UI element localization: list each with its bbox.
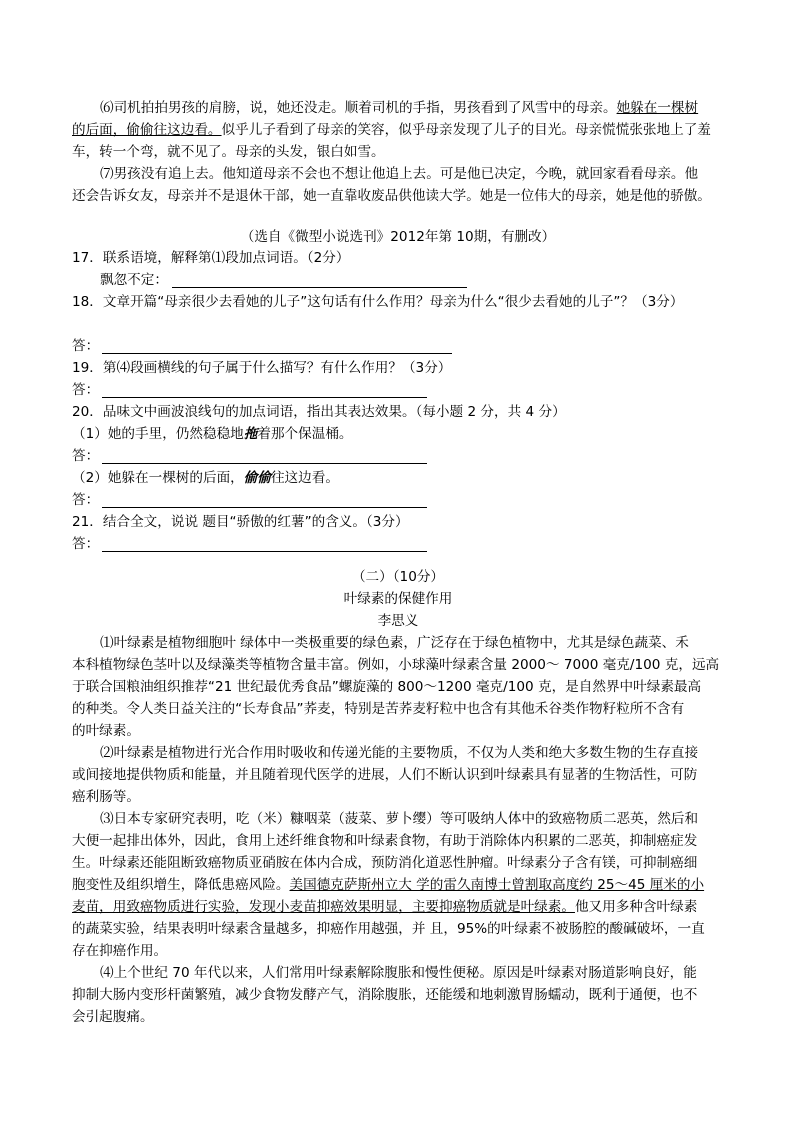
- text-line: [72, 742, 724, 764]
- text-line: [72, 654, 724, 676]
- text-segment: 车，转一个弯，就不见了。母亲的头发，银白如雪。: [72, 144, 385, 160]
- q20-1-emphasis: 拖: [243, 426, 258, 442]
- section-heading: （二）（10分）: [351, 569, 445, 585]
- underlined-text: 的后面，偷偷往这边看。: [72, 122, 222, 138]
- text-line: [72, 141, 724, 163]
- text-segment: 他又用多种含叶绿素: [574, 899, 698, 915]
- question-21-answer-row: [72, 533, 724, 555]
- text-line: [72, 874, 724, 896]
- text-segment: 于联合国粮油组织推荐“21 世纪最优秀食品”螺旋藻的 800～1200 毫克/100 克，是自然界中叶绿素最高: [72, 679, 702, 695]
- text-segment: 的种类。令人类日益关注的“长寿食品”荞麦，特别是苦荞麦籽粒中也含有其他禾谷类作物籽粒所不含有: [72, 701, 685, 717]
- text-line: [72, 984, 724, 1006]
- text-segment: 大便一起排出体外，因此，食用上述纤维食物和叶绿素食物，有助于消除体内积累的二恶英，抑制癌症发: [72, 833, 698, 849]
- question-17-answer-field[interactable]: [172, 273, 467, 288]
- answer-label: 答：: [72, 536, 100, 552]
- question-20-2: [72, 467, 724, 489]
- text-segment: 的叶绿素。: [72, 723, 140, 739]
- text-line: [72, 97, 724, 119]
- question-19-answer-field[interactable]: [102, 383, 427, 398]
- text-line: [72, 676, 724, 698]
- text-line: [72, 786, 724, 808]
- question-21: 21．结合全文，说说 题目“骄傲的红薯”的含义。（3分）: [72, 514, 409, 530]
- text-line: [72, 918, 724, 940]
- story-paragraph-6: [72, 97, 724, 163]
- text-segment: 似乎儿子看到了母亲的笑容，似乎母亲发现了儿子的目光。母亲慌慌张张地上了羞: [221, 122, 711, 138]
- q20-1-text-end: 着那个保温桶。: [257, 426, 353, 442]
- question-20-1-answer-row: [72, 445, 724, 467]
- text-line: [72, 163, 724, 185]
- question-17: 17．联系语境，解释第⑴段加点词语。（2分）: [72, 250, 350, 266]
- text-line: [72, 632, 724, 654]
- question-17-term: 飘忽不定：: [100, 272, 168, 288]
- text-line: [72, 119, 724, 141]
- text-segment: 的蔬菜实验，结果表明叶绿素含量越多，抑癌作用越强，并 且，95%的叶绿素不被肠腔的酸碱破坏，一直: [72, 921, 705, 937]
- text-line: [72, 962, 724, 984]
- text-line: [72, 896, 724, 918]
- text-segment: 胞变性及组织增生，降低患癌风险。: [72, 877, 290, 893]
- text-segment: 或间接地提供物质和能量，并且随着现代医学的进展，人们不断认识到叶绿素具有显著的生物活性，可防: [72, 767, 698, 783]
- text-segment: 本科植物绿色茎叶以及绿藻类等植物含量丰富。例如，小球藻叶绿素含量 2000～ 7000 毫克/100 克，远高: [72, 657, 720, 673]
- question-20: 20．品味文中画波浪线句的加点词语，指出其表达效果。（每小题 2 分，共 4 分）: [72, 404, 566, 420]
- text-segment: ⑷上个世纪 70 年代以来，人们常用叶绿素解除腹胀和慢性便秘。原因是叶绿素对肠道影响良好，能: [100, 965, 697, 981]
- question-20-2-answer-field[interactable]: [102, 493, 427, 508]
- question-20-2-answer-row: [72, 489, 724, 511]
- answer-label: 答：: [72, 338, 100, 354]
- text-line: [72, 764, 724, 786]
- article-paragraph-2: [72, 742, 724, 808]
- text-line: [72, 1006, 724, 1028]
- underlined-text: 美国德克萨斯州立大 学的雷久南博士曾割取高度约 25～45 厘米的小: [289, 877, 705, 893]
- answer-label: 答：: [72, 492, 100, 508]
- text-segment: ⑹司机拍拍男孩的肩膀，说，她还没走。顺着司机的手指，男孩看到了风雪中的母亲。: [100, 100, 617, 116]
- answer-label: 答：: [72, 448, 100, 464]
- answer-label: 答：: [72, 382, 100, 398]
- questions: [72, 247, 724, 555]
- question-18-answer-field[interactable]: [102, 339, 452, 354]
- question-17-answer-row: [72, 269, 724, 291]
- text-line: [72, 698, 724, 720]
- article-paragraph-4: [72, 962, 724, 1028]
- question-19: 19．第⑷段画横线的句子属于什么描写？有什么作用？（3分）: [72, 360, 452, 376]
- text-line: [72, 185, 724, 207]
- text-line: [72, 852, 724, 874]
- text-segment: ⑵叶绿素是植物进行光合作用时吸收和传递光能的主要物质，不仅为人类和绝大多数生物的生存直接: [100, 745, 699, 761]
- text-line: [72, 808, 724, 830]
- story-paragraph-7: [72, 163, 724, 207]
- text-segment: 生。叶绿素还能阻断致癌物质亚硝胺在体内合成，预防消化道恶性肿瘤。叶绿素分子含有镁，可抑制癌细: [72, 855, 698, 871]
- text-segment: 还会告诉女友，母亲并不是退休干部，她一直靠收废品供他读大学。她是一位伟大的母亲，她是他的骄傲。: [72, 188, 711, 204]
- q20-2-text-end: 往这边看。: [270, 470, 339, 486]
- underlined-text: 麦苗，用致癌物质进行实验，发现小麦苗抑癌效果明显，主要抑癌物质就是叶绿素。: [72, 899, 575, 915]
- text-segment: 会引起腹痛。: [72, 1009, 154, 1025]
- text-segment: 抑制大肠内变形杆菌繁殖，减少食物发酵产气，消除腹胀，还能缓和地刺激胃肠蠕动，既利于通便，也不: [72, 987, 698, 1003]
- text-segment: ⑺男孩没有追上去。他知道母亲不会也不想让他追上去。可是他已决定，今晚，就回家看看母亲。他: [100, 166, 699, 182]
- article-author: 李思义: [377, 613, 419, 629]
- text-segment: ⑴叶绿素是植物细胞叶 绿体中一类极重要的绿色素，广泛存在于绿色植物中，尤其是绿色蔬菜、禾: [100, 635, 689, 651]
- article-paragraph-1: [72, 632, 724, 742]
- text-line: [72, 830, 724, 852]
- underlined-text: 她躲在一棵树: [616, 100, 699, 116]
- text-segment: 癌利肠等。: [72, 789, 140, 805]
- text-segment: 存在抑癌作用。: [72, 943, 168, 959]
- question-18-answer-row: [72, 335, 724, 357]
- question-20-1-answer-field[interactable]: [102, 449, 427, 464]
- question-18: 18．文章开篇“母亲很少去看她的儿子”这句话有什么作用？母亲为什么“很少去看她的儿子”？（3分）: [72, 294, 684, 310]
- question-20-1: [72, 423, 724, 445]
- article-paragraph-3: [72, 808, 724, 962]
- question-19-answer-row: [72, 379, 724, 401]
- q20-2-text: （2）她躲在一棵树的后面，: [72, 470, 244, 486]
- article-title: 叶绿素的保健作用: [343, 591, 453, 607]
- q20-1-text: （1）她的手里，仍然稳稳地: [72, 426, 244, 442]
- question-21-answer-field[interactable]: [102, 537, 427, 552]
- text-line: [72, 940, 724, 962]
- q20-2-emphasis: 偷偷: [243, 470, 271, 486]
- section-2: [72, 566, 724, 1028]
- source-citation: （选自《微型小说选刊》2012年第 10期，有删改）: [240, 229, 556, 245]
- text-line: [72, 720, 724, 742]
- text-segment: ⑶日本专家研究表明，吃（米）糠咽菜（菠菜、萝卜缨）等可吸纳人体中的致癌物质二恶英，然后和: [100, 811, 699, 827]
